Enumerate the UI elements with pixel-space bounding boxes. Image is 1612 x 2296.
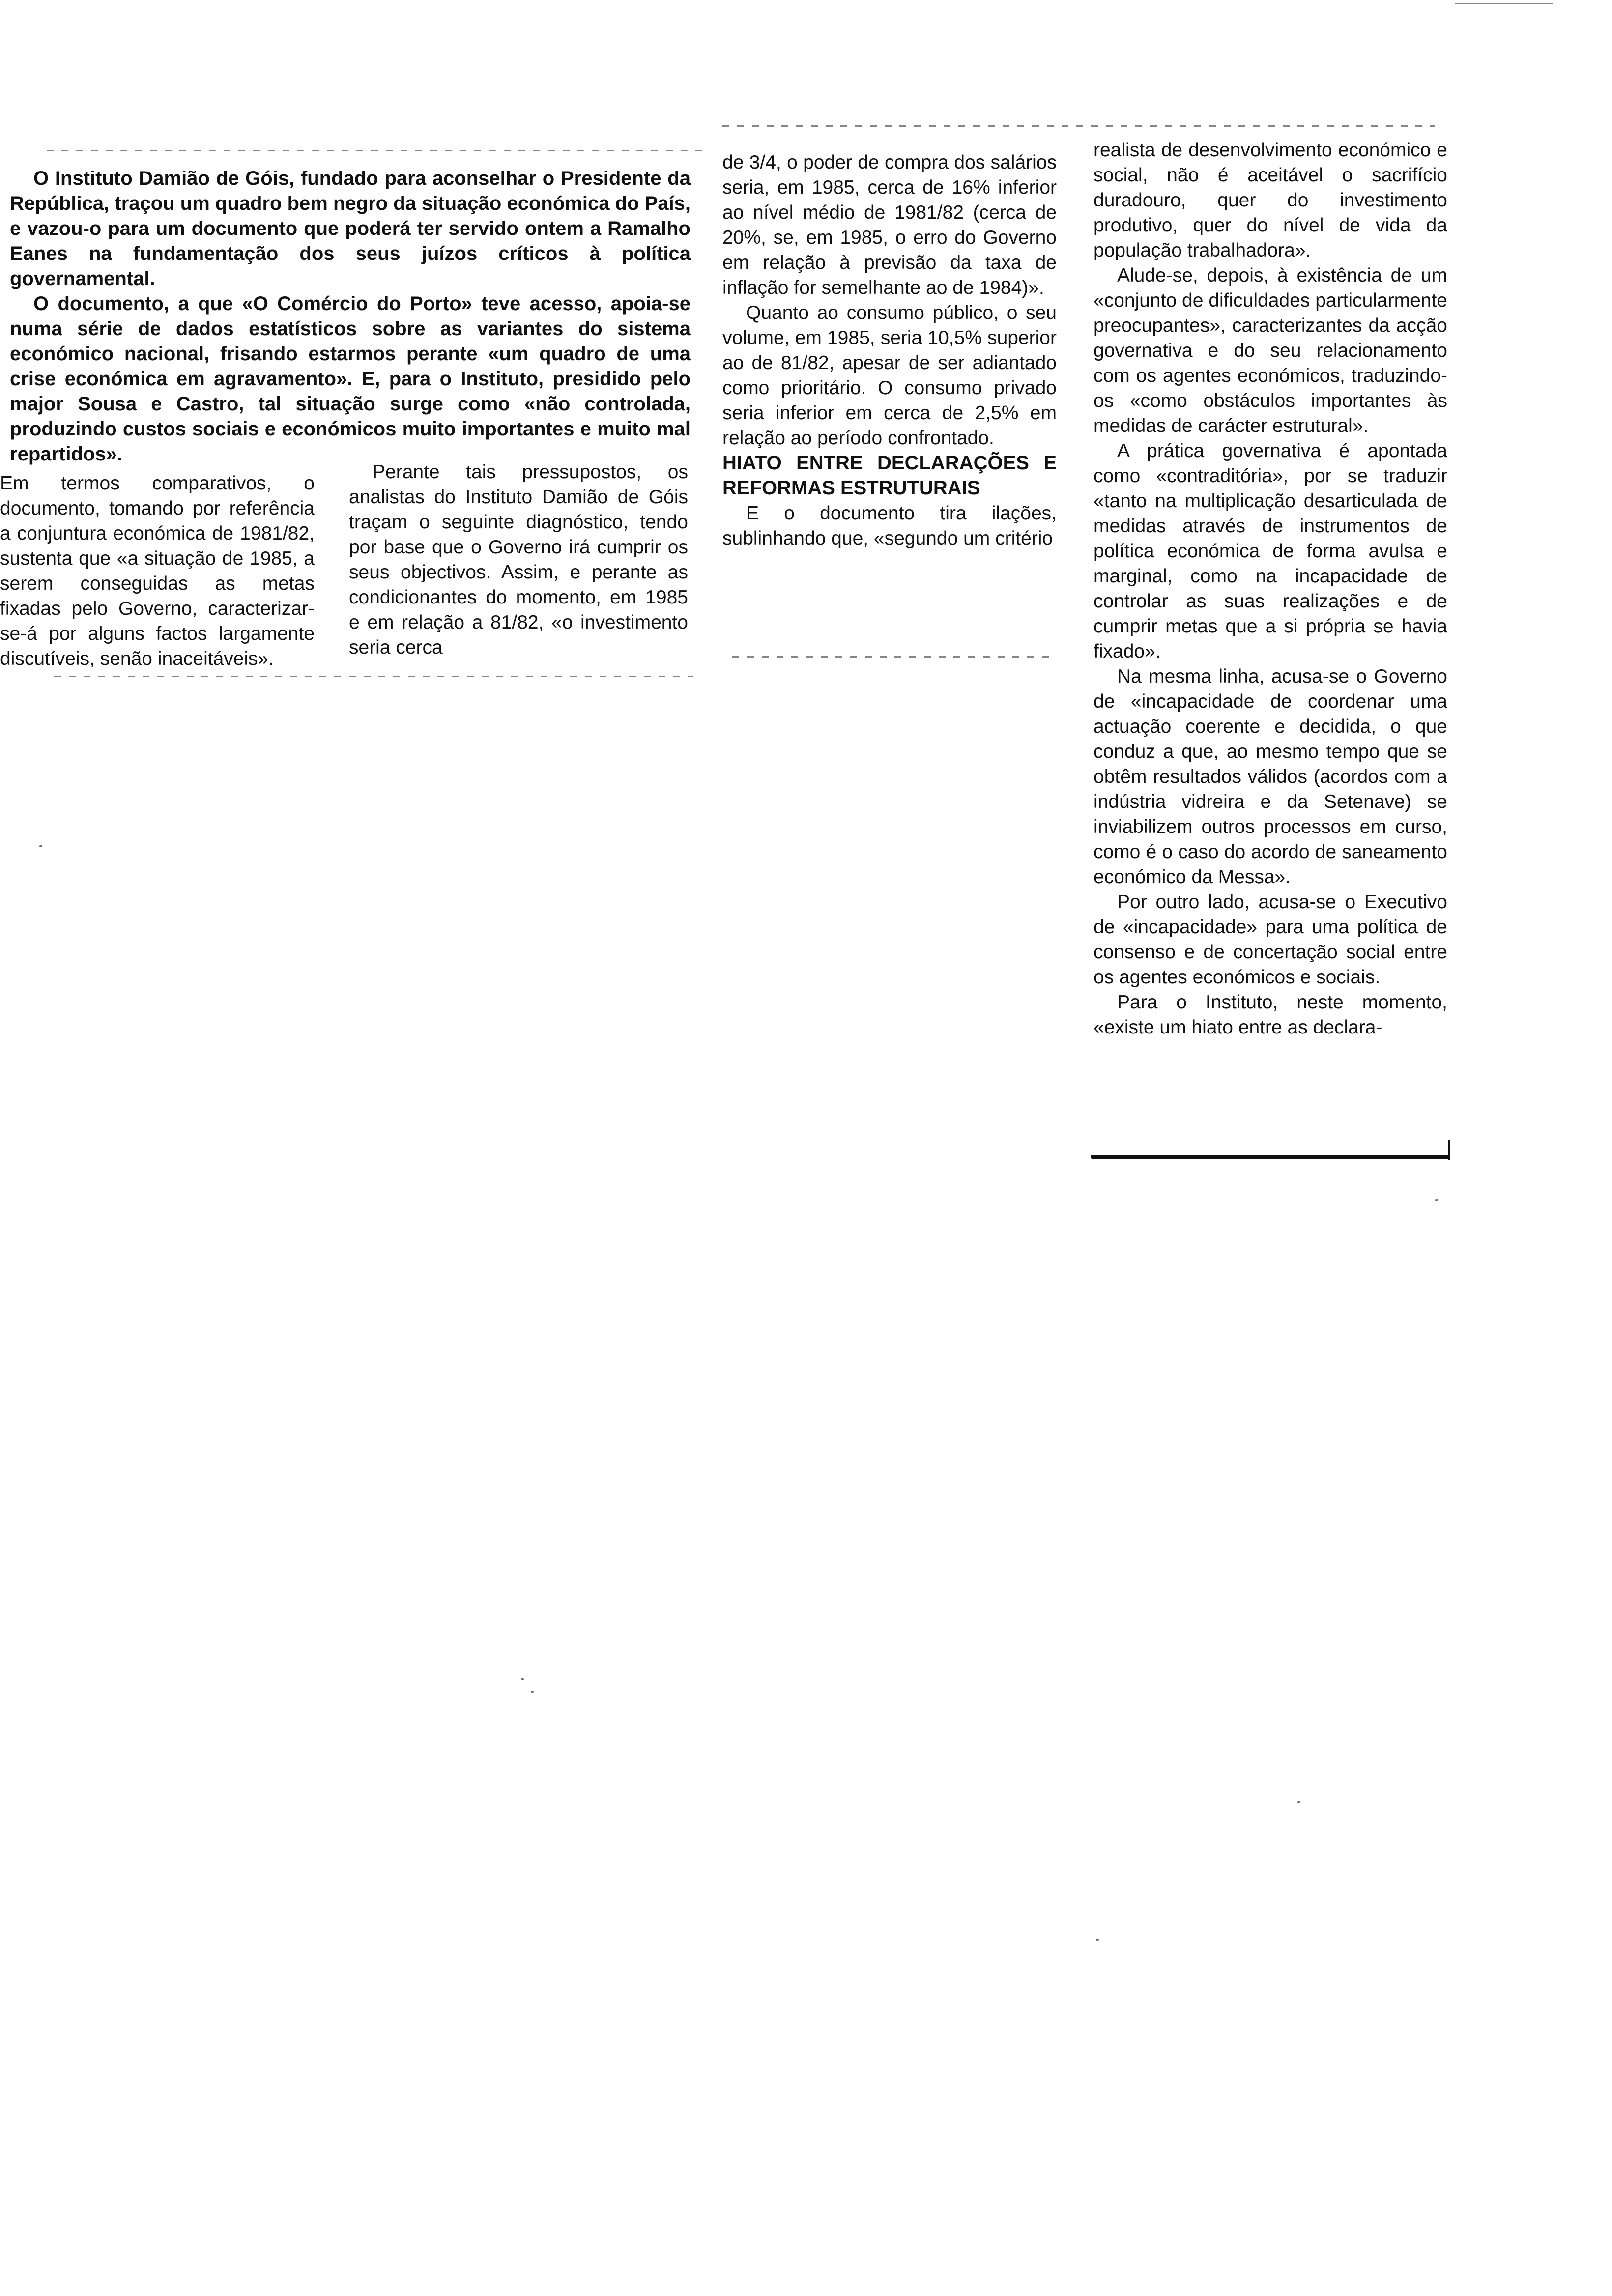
scan-noise-top-left xyxy=(47,150,705,151)
column-4-paragraph-4: Na mesma linha, acusa-se o Governo de «incapacidade de coordenar uma actuação coerente e decidida, o que conduz a que, ao mesmo tempo que se obtêm resultados válidos (acordos com a indústria vidreira e da Setenave) se inviabilizem outros processos em curso, como é o caso do acordo de saneamento económico da Messa». xyxy=(1094,666,1447,888)
section-heading: HIATO ENTRE DECLARAÇÕES E REFORMAS ESTRUTURAIS xyxy=(722,452,1057,499)
scan-noise-corner xyxy=(1455,3,1553,4)
lead-paragraph-2: O documento, a que «O Comércio do Porto» teve acesso, apoia-se numa série de dados estatísticos sobre as variantes do sistema económico nacional, frisando estarmos perante «um quadro de uma crise económica em agravamento». E, para o Instituto, presidido pelo major Sousa e Castro, tal situação surge como «não controlada, produzindo custos sociais e económicos muito importantes e muito mal repartidos». xyxy=(10,293,691,465)
column-3-paragraph-3: E o documento tira ilações, sublinhando que, «segundo um critério xyxy=(722,503,1057,549)
column-2-paragraph-1: Perante tais pressupostos, os analistas do Instituto Damião de Góis traçam o seguinte diagnóstico, tendo por base que o Governo irá cumprir os seus objectivos. Assim, e perante as condicionantes do momento, em 1985 e em relação a 81/82, «o investimento seria cerca xyxy=(349,461,688,658)
column-4-paragraph-1: realista de desenvolvimento económico e social, não é aceitável o sacrifício duradouro, quer do investimento produtivo, quer do nível de vida da população trabalhadora». xyxy=(1094,140,1447,261)
column-4-paragraph-5: Por outro lado, acusa-se o Executivo de «incapacidade» para uma política de consenso e de concertação social entre os agentes económicos e sociais. xyxy=(1094,891,1447,988)
column-3-paragraph-1: de 3/4, o poder de compra dos salários seria, em 1985, cerca de 16% inferior ao nível médio de 1981/82 (cerca de 20%, se, em 1985, o erro do Governo em relação à previsão da taxa de inflação for semelhante ao de 1984)». xyxy=(722,152,1057,298)
scan-noise-mid xyxy=(54,676,693,677)
article-column-2 xyxy=(349,459,688,660)
column-4-bottom-rule xyxy=(1091,1155,1450,1159)
scan-noise-top-right xyxy=(722,125,1435,127)
scan-speck-2 xyxy=(531,1691,534,1693)
column-4-paragraph-6: Para o Instituto, neste momento, «existe um hiato entre as declara- xyxy=(1094,992,1447,1038)
article-column-1 xyxy=(0,471,315,677)
column-4-paragraph-3: A prática governativa é apontada como «contraditória», por se traduzir «tanto na multiplicação desarticulada de medidas através de instrumentos de política económica de forma avulsa e marginal, como na incapacidade de controlar as suas realizações e de cumprir metas que a si própria se havia fixado». xyxy=(1094,440,1447,662)
article-lead xyxy=(10,166,691,467)
lead-paragraph-1: O Instituto Damião de Góis, fundado para aconselhar o Presidente da República, traçou um quadro bem negro da situação económica do País, e vazou-o para um documento que poderá ter servido ontem a Ramalho Eanes na fundamentação dos seus juízos críticos à política governamental. xyxy=(10,168,691,289)
scan-speck-6 xyxy=(1096,1939,1099,1941)
column-1-paragraph-1: Em termos comparativos, o documento, tomando por referência a conjuntura económica de 1981/82, sustenta que «a situação de 1985, a serem conseguidas as metas fixadas pelo Governo, caracterizar-se-á por alguns factos largamente discutíveis, senão inaceitáveis». xyxy=(0,473,315,669)
scan-speck-3 xyxy=(1297,1801,1300,1803)
scan-speck-4 xyxy=(1435,1199,1438,1201)
article-column-3 xyxy=(722,150,1057,551)
column-4-paragraph-2: Alude-se, depois, à existência de um «conjunto de dificuldades particularmente preocupantes», caracterizantes da acção governativa e do seu relacionamento com os agentes económicos, traduzindo-os «como obstáculos importantes às medidas de carácter estrutural». xyxy=(1094,265,1447,436)
column-3-paragraph-2: Quanto ao consumo público, o seu volume, em 1985, seria 10,5% superior ao de 81/82, apesar de ser adiantado como prioritário. O consumo privado seria inferior em cerca de 2,5% em relação ao período confrontado. xyxy=(722,302,1057,449)
article-column-4 xyxy=(1094,138,1447,1040)
scan-speck-1 xyxy=(521,1678,524,1680)
scan-noise-col3-bottom xyxy=(732,656,1057,658)
column-4-bottom-tick xyxy=(1448,1140,1450,1160)
scan-speck-5 xyxy=(39,845,42,847)
